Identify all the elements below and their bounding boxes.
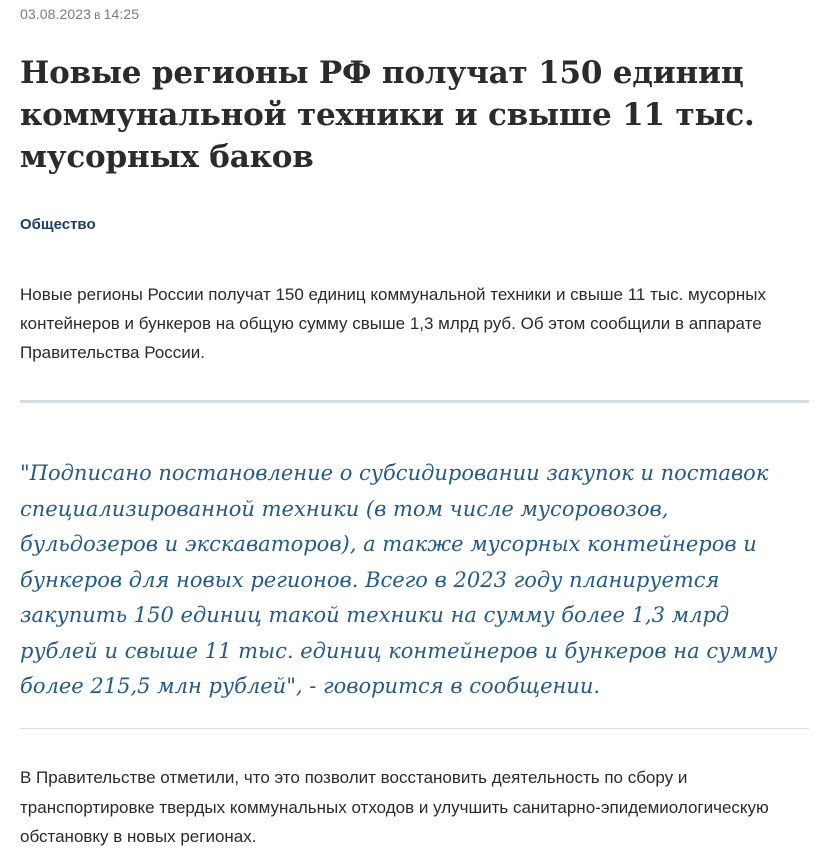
publish-date: 03.08.2023	[20, 6, 92, 22]
category-link[interactable]: Общество	[20, 216, 96, 233]
quote-divider	[20, 728, 809, 729]
article-title: Новые регионы РФ получат 150 единиц коммунальной техники и свыше 11 тыс. мусорных баков	[20, 55, 755, 175]
time-separator: в	[94, 8, 101, 22]
section-divider	[20, 400, 809, 403]
article-quote: "Подписано постановление о субсидировании закупок и поставок специализированной техники (в том числе мусоровозов, бульдозеров и экскаваторов), а также мусорных контейнеров и бункеров для новых регионов. Всего в 2023 году планируется закупить 150 единиц такой техники на сумму более 1,3 млрд рублей и свыше 11 тыс. единиц контейнеров и бункеров на сумму более 215,5 млн рублей", - говорится в сообщении.	[20, 461, 778, 698]
publish-time: 14:25	[103, 6, 140, 22]
article-body-paragraph: В Правительстве отметили, что это позволит восстановить деятельность по сбору и транспортировке твердых коммунальных отходов и улучшить санитарно-эпидемиологическую обстановку в новых регионах.	[20, 768, 769, 846]
article-lead: Новые регионы России получат 150 единиц коммунальной техники и свыше 11 тыс. мусорных контейнеров и бункеров на общую сумму свыше 1,3 млрд руб. Об этом сообщили в аппарате Правительства России.	[20, 285, 766, 362]
publish-datetime	[20, 6, 139, 22]
